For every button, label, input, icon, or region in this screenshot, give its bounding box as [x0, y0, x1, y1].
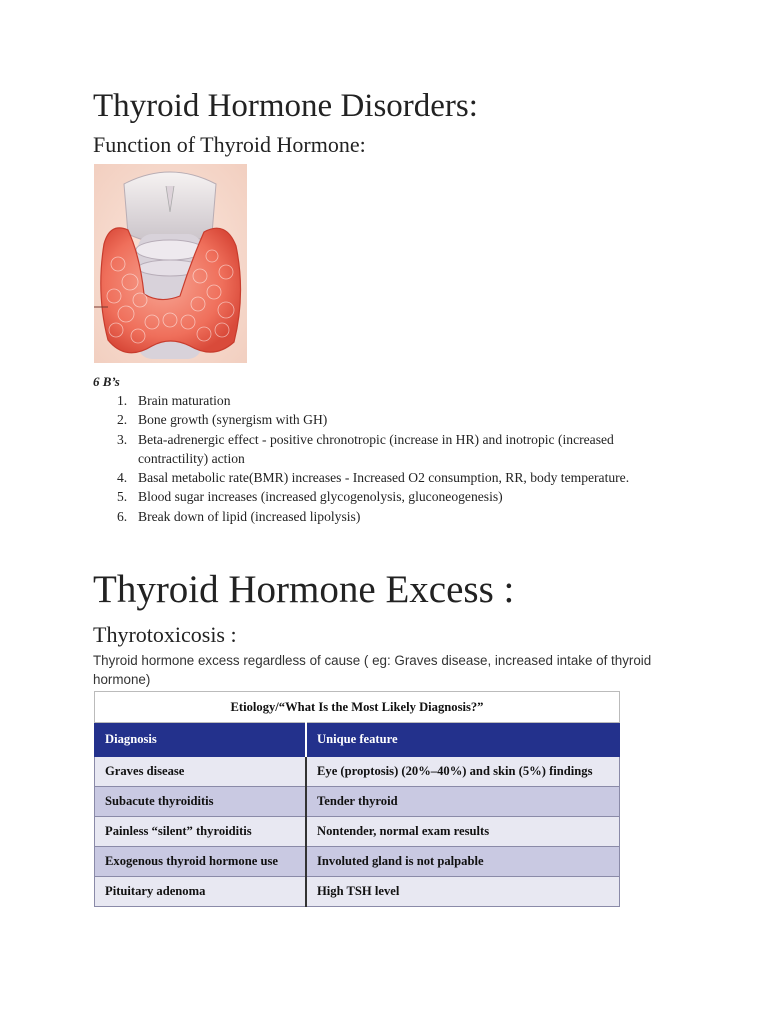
feature-cell: Tender thyroid — [306, 787, 620, 817]
table-row — [95, 877, 620, 907]
etiology-table — [94, 691, 620, 907]
diagnosis-cell: Pituitary adenoma — [95, 877, 307, 907]
feature-cell: Nontender, normal exam results — [306, 817, 620, 847]
section-subtitle: Function of Thyroid Hormone: — [93, 132, 366, 157]
list-item: 2. Bone growth (synergism with GH) — [117, 412, 328, 428]
six-bs-label: 6 B’s — [93, 374, 120, 389]
thyrotoxicosis-paragraph: Thyroid hormone excess regardless of cause ( eg: Graves disease, increased intake of thyroid hormone) — [93, 653, 652, 687]
diagnosis-cell: Exogenous thyroid hormone use — [95, 847, 307, 877]
feature-cell: High TSH level — [306, 877, 620, 907]
thyrotoxicosis-heading: Thyrotoxicosis : — [93, 622, 237, 647]
diagnosis-cell: Painless “silent” thyroiditis — [95, 817, 307, 847]
thyroid-gland-illustration — [94, 164, 247, 363]
excess-heading: Thyroid Hormone Excess : — [93, 568, 515, 611]
table-row — [95, 847, 620, 877]
diagnosis-cell: Graves disease — [95, 757, 307, 787]
feature-cell: Involuted gland is not palpable — [306, 847, 620, 877]
list-item: 1. Brain maturation — [117, 393, 231, 408]
table-caption: Etiology/“What Is the Most Likely Diagnosis?” — [95, 692, 620, 723]
table-row — [95, 787, 620, 817]
column-header-diagnosis: Diagnosis — [95, 723, 307, 757]
list-item: 6. Break down of lipid (increased lipolysis) — [117, 508, 361, 524]
table-row — [95, 817, 620, 847]
table-row — [95, 757, 620, 787]
table-header-row — [95, 723, 620, 757]
list-item: 4. Basal metabolic rate(BMR) increases - Increased O2 consumption, RR, body temperature. — [117, 470, 630, 486]
function-list — [93, 391, 633, 526]
column-header-unique-feature: Unique feature — [306, 723, 620, 757]
list-item: 5. Blood sugar increases (increased glycogenolysis, gluconeogenesis) — [117, 489, 503, 505]
list-item: 3. Beta-adrenergic effect - positive chronotropic (increase in HR) and inotropic (increased contractility) action — [117, 431, 614, 466]
feature-cell: Eye (proptosis) (20%–40%) and skin (5%) findings — [306, 757, 620, 787]
page-title: Thyroid Hormone Disorders: — [93, 88, 478, 124]
diagnosis-cell: Subacute thyroiditis — [95, 787, 307, 817]
